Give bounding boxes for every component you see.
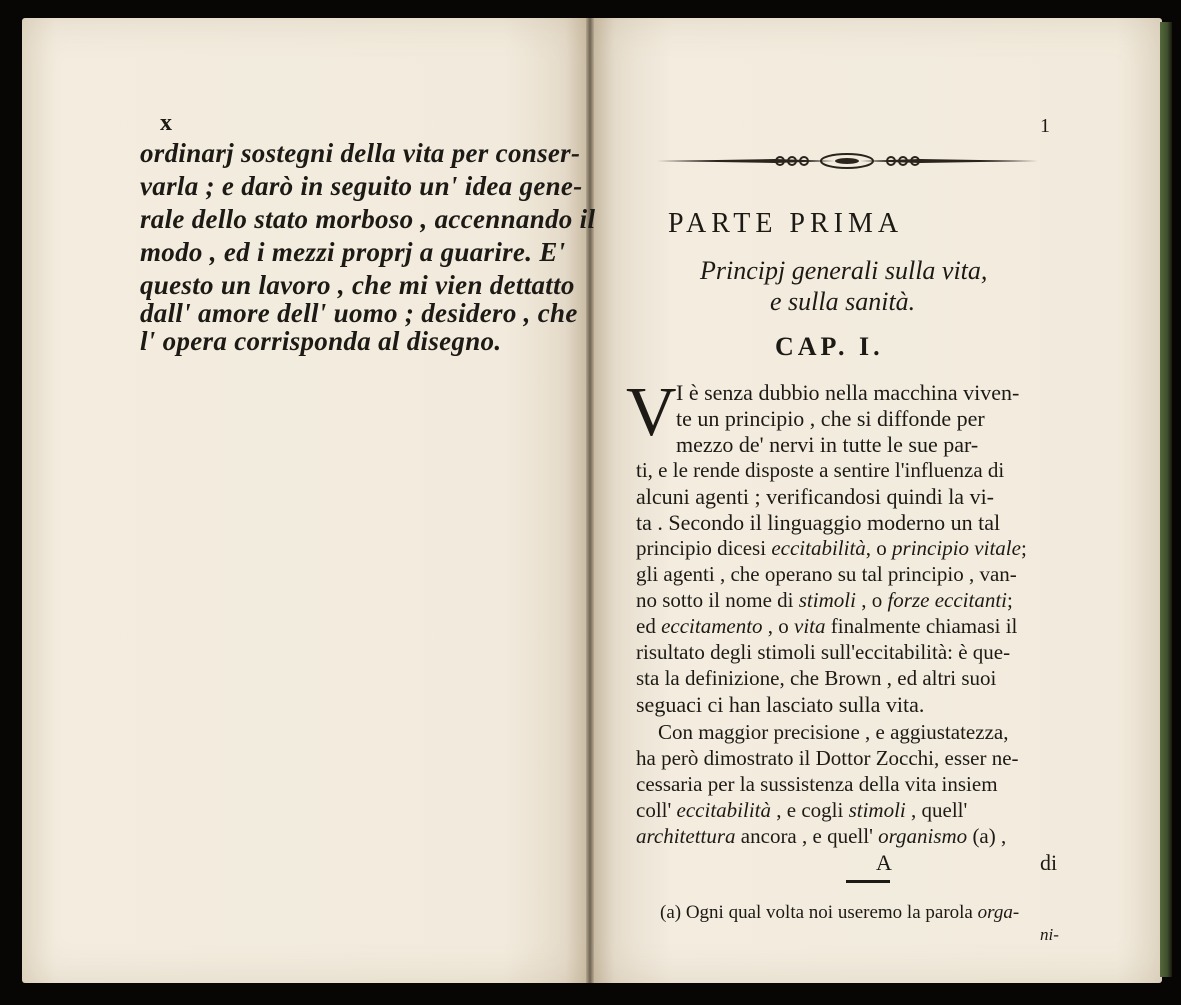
- left-line: rale dello stato morboso , accennando il: [140, 204, 596, 234]
- book-gutter: [586, 18, 594, 983]
- left-line: dall' amore dell' uomo ; desidero , che: [140, 298, 578, 328]
- drop-cap: V: [626, 374, 677, 451]
- signature-mark: A: [876, 850, 892, 875]
- body-line: principio dicesi eccitabilità, o principio vitale;: [636, 536, 1027, 560]
- body-line: ha però dimostrato il Dottor Zocchi, esser ne-: [636, 746, 1019, 770]
- footnote-continuation: ni-: [1040, 925, 1059, 944]
- body-line: cessaria per la sussistenza della vita insiem: [636, 772, 998, 796]
- body-line: risultato degli stimoli sull'eccitabilità: è que-: [636, 640, 1011, 664]
- body-line: Con maggior precisione , e aggiustatezza,: [658, 720, 1009, 744]
- left-line: ordinarj sostegni della vita per conser-: [140, 138, 581, 168]
- body-line: gli agenti , che operano su tal principio , van-: [636, 562, 1017, 586]
- body-line: no sotto il nome di stimoli , o forze eccitanti;: [636, 588, 1013, 612]
- catchword: di: [1040, 850, 1058, 875]
- body-line: ta . Secondo il linguaggio moderno un tal: [636, 510, 1001, 535]
- left-line: l' opera corrisponda al disegno.: [140, 326, 502, 356]
- body-line: coll' eccitabilità , e cogli stimoli , quell': [636, 798, 968, 822]
- body-line: seguaci ci han lasciato sulla vita.: [636, 692, 925, 717]
- body-line: ed eccitamento , o vita finalmente chiamasi il: [636, 614, 1018, 638]
- body-line: architettura ancora , e quell' organismo (a) ,: [636, 824, 1007, 848]
- body-line: mezzo de' nervi in tutte le sue par-: [676, 432, 979, 457]
- left-line: modo , ed i mezzi proprj a guarire. E': [140, 237, 566, 267]
- part-title: PARTE PRIMA: [668, 208, 904, 239]
- left-page-number: x: [160, 110, 172, 136]
- ornament-rule-icon: [655, 150, 1040, 172]
- footnote: (a) Ogni qual volta noi useremo la parola orga-: [660, 902, 1020, 923]
- body-line: te un principio , che si diffonde per: [676, 406, 985, 431]
- body-line: I è senza dubbio nella macchina viven-: [676, 380, 1020, 405]
- part-subtitle-1: Principj generali sulla vita,: [700, 256, 988, 285]
- left-line: questo un lavoro , che mi vien dettatto: [140, 270, 575, 300]
- body-line: alcuni agenti ; verificandosi quindi la vi-: [636, 484, 995, 509]
- part-subtitle-2: e sulla sanità.: [770, 287, 916, 316]
- body-line: ti, e le rende disposte a sentire l'influenza di: [636, 458, 1005, 482]
- right-page-number: 1: [1040, 115, 1050, 137]
- body-line: sta la definizione, che Brown , ed altri suoi: [636, 666, 997, 690]
- chapter-heading: CAP. I.: [775, 332, 884, 361]
- book-cover-edge: [1160, 22, 1172, 977]
- footnote-rule: [846, 880, 890, 883]
- left-line: varla ; e darò in seguito un' idea gene-: [140, 171, 583, 201]
- show-through-text: [150, 360, 570, 830]
